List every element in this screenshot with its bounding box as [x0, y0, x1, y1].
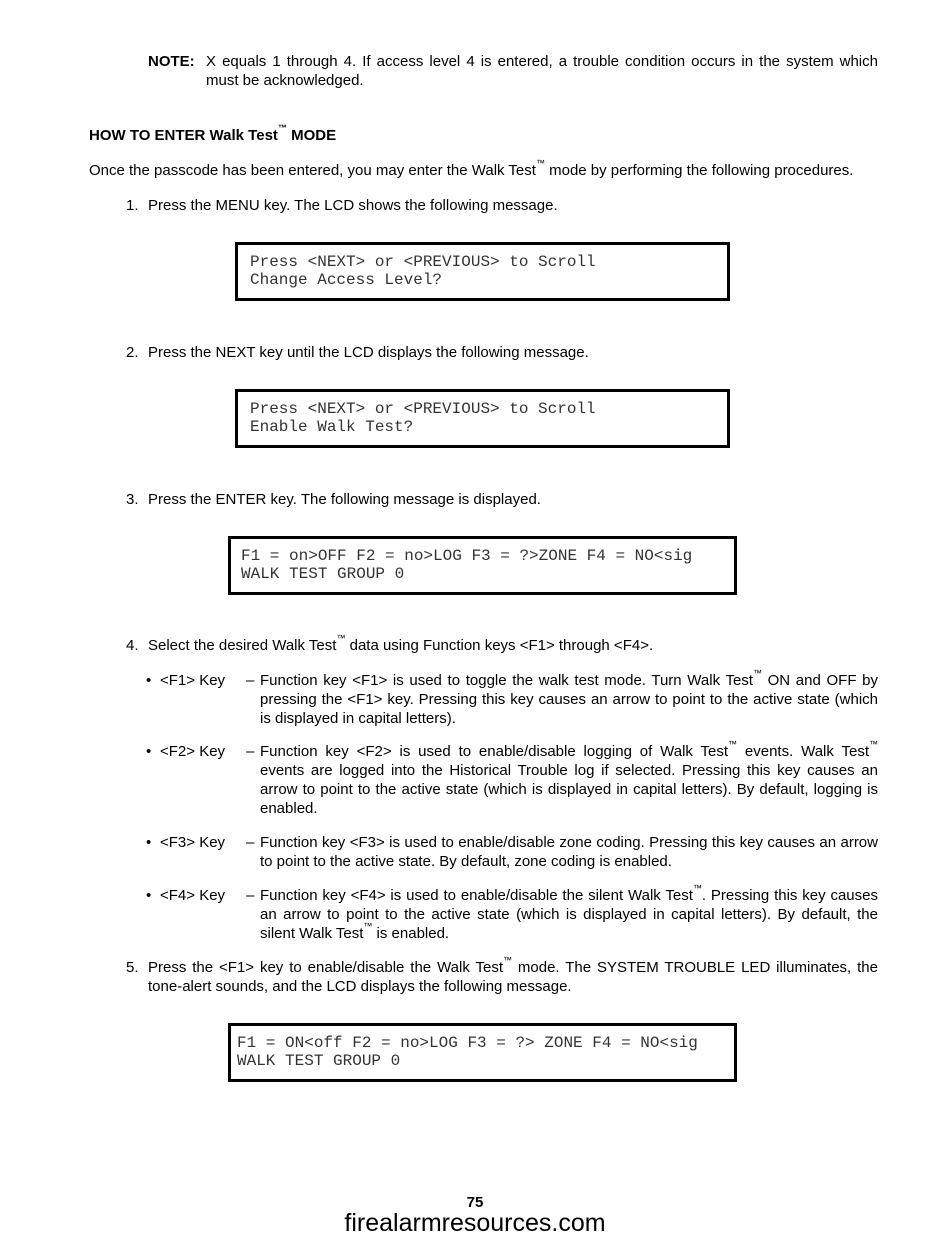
- trademark: ™: [692, 883, 702, 893]
- trademark: ™: [503, 955, 512, 965]
- bullet-text-2: . Pressing this key causes an arrow to point to the active state (which is displayed in capital letters). By default, the silent Walk Test: [260, 887, 878, 942]
- bullet-text-1: Function key <F4> is used to enable/disable the silent Walk Test: [260, 887, 693, 904]
- step-text-start: Select the desired Walk Test: [148, 637, 337, 654]
- step-1: [126, 196, 878, 215]
- bullet-dot: •: [146, 743, 152, 760]
- bullet-f2: [146, 739, 878, 818]
- bullet-key: <F1> Key: [160, 672, 226, 689]
- footer-watermark: firealarmresources.com: [344, 1209, 606, 1237]
- bullet-text: [260, 883, 878, 943]
- note-label: NOTE:: [148, 53, 195, 70]
- step-text: [148, 633, 878, 655]
- bullet-text-3: events are logged into the Historical Trouble log if selected. Pressing this key causes an arrow to point to the active state (which is displayed in capital letters). By default, logging is enabled.: [260, 762, 878, 817]
- bullet-f4: [146, 883, 878, 943]
- page-number: 75: [466, 1194, 484, 1211]
- step-number: 5.: [126, 959, 139, 976]
- trademark: ™: [277, 123, 287, 133]
- bullet-text: Function key <F3> is used to enable/disable zone coding. Pressing this key causes an arrow to point to the active state. By default, zone coding is enabled.: [260, 834, 878, 870]
- step-number: 3.: [126, 491, 139, 508]
- lcd-line-2: Change Access Level?: [250, 271, 443, 289]
- bullet-dash: –: [246, 887, 255, 904]
- trademark: ™: [535, 158, 545, 168]
- step-text-start: Press the <F1> key to enable/disable the Walk Test: [148, 959, 503, 976]
- step-4: [126, 633, 878, 655]
- bullet-dash: –: [246, 834, 255, 851]
- bullet-f3: [146, 833, 878, 871]
- lcd-line-1: Press <NEXT> or <PREVIOUS> to Scroll: [250, 253, 596, 271]
- lcd-line-2: WALK TEST GROUP 0: [241, 565, 405, 583]
- intro-text: Once the passcode has been entered, you may enter the Walk Test: [89, 162, 536, 179]
- lcd-line-2: Enable Walk Test?: [250, 418, 414, 436]
- trademark: ™: [869, 739, 878, 749]
- trademark: ™: [752, 668, 762, 678]
- trademark: ™: [728, 739, 738, 749]
- bullet-f1: [146, 668, 878, 728]
- bullet-dash: –: [246, 743, 255, 760]
- bullet-text-2: ON and OFF by pressing the <F1> key. Pressing this key causes an arrow to point to the active state (which is displayed in capital letters).: [260, 672, 878, 727]
- bullet-text: [260, 739, 878, 818]
- step-text: Press the MENU key. The LCD shows the following message.: [148, 197, 558, 214]
- lcd-display-4: [228, 1023, 737, 1082]
- lcd-line-1: F1 = on>OFF F2 = no>LOG F3 = ?>ZONE F4 = NO<sig: [241, 547, 693, 565]
- bullet-dot: •: [146, 887, 152, 904]
- note: [148, 52, 878, 90]
- bullet-text-3: is enabled.: [372, 925, 450, 942]
- lcd-line-1: Press <NEXT> or <PREVIOUS> to Scroll: [250, 400, 596, 418]
- bullet-dot: •: [146, 834, 152, 851]
- bullet-key: <F3> Key: [160, 834, 226, 851]
- step-3: [126, 490, 878, 509]
- bullet-text: [260, 668, 878, 728]
- step-text-end: mode. The SYSTEM TROUBLE LED illuminates, the tone-alert sounds, and the LCD displays the following message.: [148, 959, 878, 995]
- heading-text: HOW TO ENTER Walk Test: [89, 127, 278, 144]
- lcd-display-1: [235, 242, 730, 301]
- step-5: [126, 955, 878, 996]
- bullet-key: <F2> Key: [160, 743, 226, 760]
- bullet-key: <F4> Key: [160, 887, 226, 904]
- lcd-line-2: WALK TEST GROUP 0: [237, 1052, 401, 1070]
- trademark: ™: [336, 633, 346, 643]
- trademark: ™: [363, 921, 373, 931]
- bullet-dash: –: [246, 672, 255, 689]
- intro-paragraph: [89, 158, 879, 180]
- intro-text-end: mode by performing the following procedures.: [544, 162, 854, 179]
- step-number: 4.: [126, 637, 139, 654]
- step-text: Press the NEXT key until the LCD displays the following message.: [148, 344, 589, 361]
- lcd-line-1: F1 = ON<off F2 = no>LOG F3 = ?> ZONE F4 = NO<sig: [237, 1034, 698, 1052]
- step-number: 1.: [126, 197, 139, 214]
- step-text: [148, 955, 878, 996]
- step-text-end: data using Function keys <F1> through <F4>.: [345, 637, 654, 654]
- step-text: Press the ENTER key. The following message is displayed.: [148, 491, 541, 508]
- note-text: X equals 1 through 4. If access level 4 is entered, a trouble condition occurs in the system which must be acknowledged.: [206, 53, 878, 89]
- step-number: 2.: [126, 344, 139, 361]
- bullet-dot: •: [146, 672, 152, 689]
- step-2: [126, 343, 878, 362]
- heading-text-end: MODE: [286, 127, 337, 144]
- bullet-text-1: Function key <F1> is used to toggle the walk test mode. Turn Walk Test: [260, 672, 753, 689]
- section-heading: [89, 123, 337, 145]
- lcd-display-3: [228, 536, 737, 595]
- bullet-text-2: events. Walk Test: [737, 743, 869, 760]
- bullet-text-1: Function key <F2> is used to enable/disable logging of Walk Test: [260, 743, 729, 760]
- lcd-display-2: [235, 389, 730, 448]
